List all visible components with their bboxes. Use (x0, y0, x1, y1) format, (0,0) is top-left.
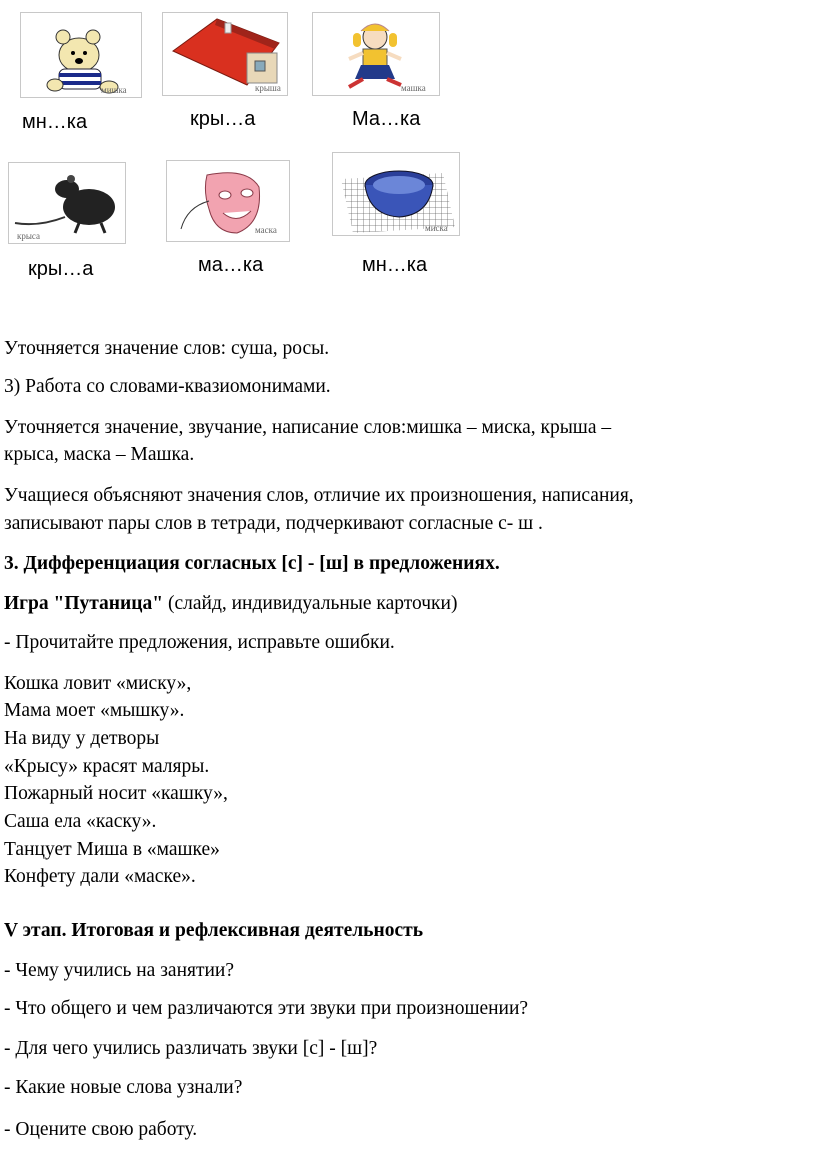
poem-line: Мама моет «мышку». (4, 700, 185, 721)
section-heading-differentiation: 3. Дифференциация согласных [с] - [ш] в предложениях. (4, 553, 500, 574)
poem-line: На виду у детворы (4, 728, 160, 749)
card-caption: кры…а (190, 108, 256, 130)
question-line: - Чему учились на занятии? (4, 960, 235, 981)
card-tag: крыса (17, 231, 41, 241)
paragraph-students-line2: записывают пары слов в тетради, подчеркивают согласные с- ш . (4, 513, 543, 534)
picture-card-bowl (332, 152, 460, 236)
paragraph-clarify-line2: крыса, маска – Машка. (4, 444, 195, 465)
picture-card-bear (20, 12, 142, 98)
picture-card-roof (162, 12, 288, 96)
picture-card-mask (166, 160, 290, 242)
poem-line: Пожарный носит «кашку», (4, 783, 228, 804)
instruction-line: - Прочитайте предложения, исправьте ошибки. (4, 632, 395, 653)
paragraph-students-line1: Учащиеся объясняют значения слов, отличие их произношения, написания, (4, 485, 634, 506)
question-line: - Что общего и чем различаются эти звуки при произношении? (4, 998, 529, 1019)
question-line: - Какие новые слова узнали? (4, 1077, 243, 1098)
poem-line: Конфету дали «маске». (4, 866, 196, 887)
card-caption: Ма…ка (352, 108, 421, 130)
card-caption: ма…ка (198, 254, 264, 276)
poem-line: Кошка ловит «миску», (4, 673, 192, 694)
card-tag: миска (425, 223, 448, 233)
card-caption: кры…а (28, 258, 94, 280)
poem-line: Танцует Миша в «машке» (4, 839, 220, 860)
card-tag: машка (401, 83, 426, 93)
card-caption: мн…ка (22, 111, 88, 133)
question-line: - Оцените свою работу. (4, 1119, 198, 1140)
game-title: Игра "Путаница" (4, 593, 164, 614)
paragraph-clarify-line1: Уточняется значение, звучание, написание слов:мишка – миска, крыша – (4, 417, 612, 438)
game-line (4, 591, 457, 617)
poem-line: Саша ела «каску». (4, 811, 157, 832)
picture-card-doll (312, 12, 440, 96)
card-tag: маска (255, 225, 277, 235)
card-caption: мн…ка (362, 254, 428, 276)
paragraph-word-meaning: Уточняется значение слов: суша, росы. (4, 338, 330, 359)
card-tag: мишка (101, 85, 127, 95)
paragraph-quasi-homonyms: 3) Работа со словами-квазиомонимами. (4, 376, 331, 397)
game-note: (слайд, индивидуальные карточки) (163, 593, 458, 614)
picture-card-rat (8, 162, 126, 244)
section-heading-final-stage: V этап. Итоговая и рефлексивная деятельность (4, 920, 424, 941)
question-line: - Для чего учились различать звуки [с] - [ш]? (4, 1038, 378, 1059)
card-tag: крыша (255, 83, 281, 93)
poem-line: «Крысу» красят маляры. (4, 756, 210, 777)
